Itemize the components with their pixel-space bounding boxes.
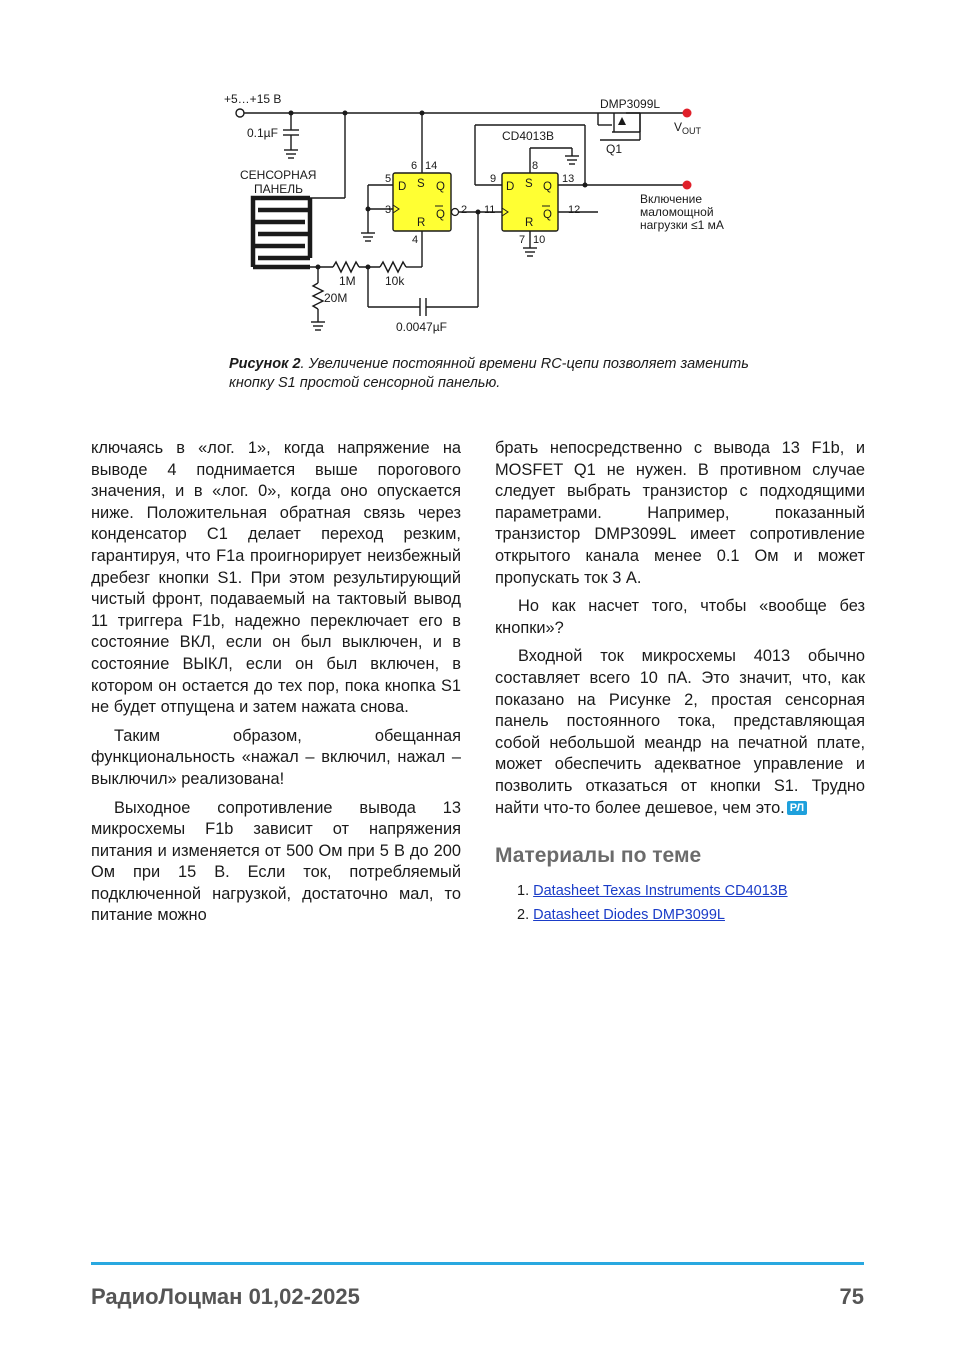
circuit-schematic [0,0,955,345]
pin-11: 11 [484,204,496,216]
label-ic2: CD4013B [502,129,555,143]
footer-rule [91,1262,864,1265]
ic2-d: D [506,181,515,193]
pin-12: 12 [568,204,581,216]
label-load-1: Включение [640,192,703,206]
label-vout: $V_{OUT}$ [674,120,702,136]
ic2-qbar: Q [543,209,552,221]
pin-14: 14 [425,160,438,172]
ic1-r: R [417,217,426,229]
ic2-q: Q [543,181,552,193]
label-r2: 10k [385,274,405,288]
caption-text: . Увеличение постоянной времени RC-цепи позволяет заменить кнопку S1 простой сенсорной панелью. [229,356,749,391]
left-paragraph-3: Выходное сопротивление вывода 13 микросхемы F1b зависит от напряжения питания и изменяется от 500 Ом при 5 В до 200 Ом при 15 В. Если ток, потребляемый подключенной нагрузкой, достаточно мал, то питание можно [91,798,461,925]
ic1-d: D [398,181,407,193]
label-panel-1: СЕНСОРНАЯ [240,168,317,182]
related-num-2: 2. [517,907,530,924]
related-num-1: 1. [517,883,530,900]
pin-2: 2 [461,204,468,216]
left-paragraph-2: Таким образом, обещанная функциональность «нажал – включил, нажал – выключил» реализована! [91,726,461,788]
right-column [495,438,865,927]
ic1-q: Q [436,181,445,193]
touch-panel-meander [253,198,310,267]
figure-caption [229,355,749,393]
right-paragraph-2: Но как насчет того, чтобы «вообще без кнопки»? [495,597,865,637]
end-of-article-badge: РЛ [787,801,807,815]
pin-13: 13 [562,173,575,185]
pin-9: 9 [490,173,497,185]
label-r3: 20M [324,291,348,305]
label-mosfet: DMP3099L [600,97,661,111]
label-panel-2: ПАНЕЛЬ [254,182,304,196]
pin-6: 6 [411,160,418,172]
related-heading: Материалы по теме [495,844,702,868]
footer-publication: РадиоЛоцман 01,02-2025 [91,1284,360,1309]
label-r1: 1M [339,274,356,288]
related-item-2 [495,903,865,927]
right-paragraph-3-text: Входной ток микросхемы 4013 обычно составляет всего 10 пА. Это значит, что, как показано на Рисунке 2, простая сенсорная панель постоянного тока, представляющая собой небольшой меандр на печатной плате, может обеспечить адекватное управление и позволить отказаться от кнопки S1. Трудно найти что-то более дешевое, чем это. [495,647,865,817]
label-supply: +5…+15 В [224,92,282,106]
label-load-2: маломощной [640,205,714,219]
left-paragraph-1: ключаясь в «лог. 1», когда напряжение на выводе 4 поднимается выше порогового значения, и в «лог. 0», когда оно опускается ниже. Положительная обратная связь через конденсатор C1 делает переход резким, гарантируя, что F1a проигнорирует неизбежный дребезг кнопки S1. При этом результирующий чистый фронт, подаваемый на тактовый вывод 11 триггера F1b, надежно переключает его в состояние ВКЛ, если он был выключен, и в состояние ВЫКЛ, если он был включен, в котором он остается до тех пор, пока кнопка S1 не будет отпущена и затем нажата снова. [91,439,461,717]
pin-3: 3 [385,204,392,216]
right-paragraph-3 [495,646,865,819]
load-terminal [683,181,692,190]
vout-terminal [683,109,692,118]
footer-page-number: 75 [839,1284,864,1309]
related-link-cd4013b[interactable]: Datasheet Texas Instruments CD4013B [533,883,788,900]
pin-4: 4 [412,234,419,246]
ic2-s: S [525,178,533,190]
ic2-r: R [525,217,534,229]
pin-8: 8 [532,160,539,172]
pin-10: 10 [533,234,546,246]
caption-label: Рисунок 2 [229,356,301,372]
label-q1: Q1 [606,142,623,156]
right-paragraph-1: брать непосредственно с вывода 13 F1b, и MOSFET Q1 не нужен. В противном случае следует выбрать транзистор с подходящими параметрами. Например, показанный транзистор DMP3099L имеет сопротивление открытого канала менее 0.1 Ом и может пропускать ток 3 А. [495,439,865,587]
label-cap-top: 0.1µF [247,126,278,140]
pin-5: 5 [385,173,392,185]
pin-7: 7 [519,234,526,246]
left-column [91,438,461,934]
related-item-1 [495,879,865,903]
label-cap-bottom: 0.0047µF [396,320,447,334]
label-load-3: нагрузки ≤1 мА [640,218,724,232]
ic1-qbar: Q [436,209,445,221]
ic1-s: S [417,178,425,190]
related-link-dmp3099l[interactable]: Datasheet Diodes DMP3099L [533,907,725,924]
related-list [495,879,865,927]
